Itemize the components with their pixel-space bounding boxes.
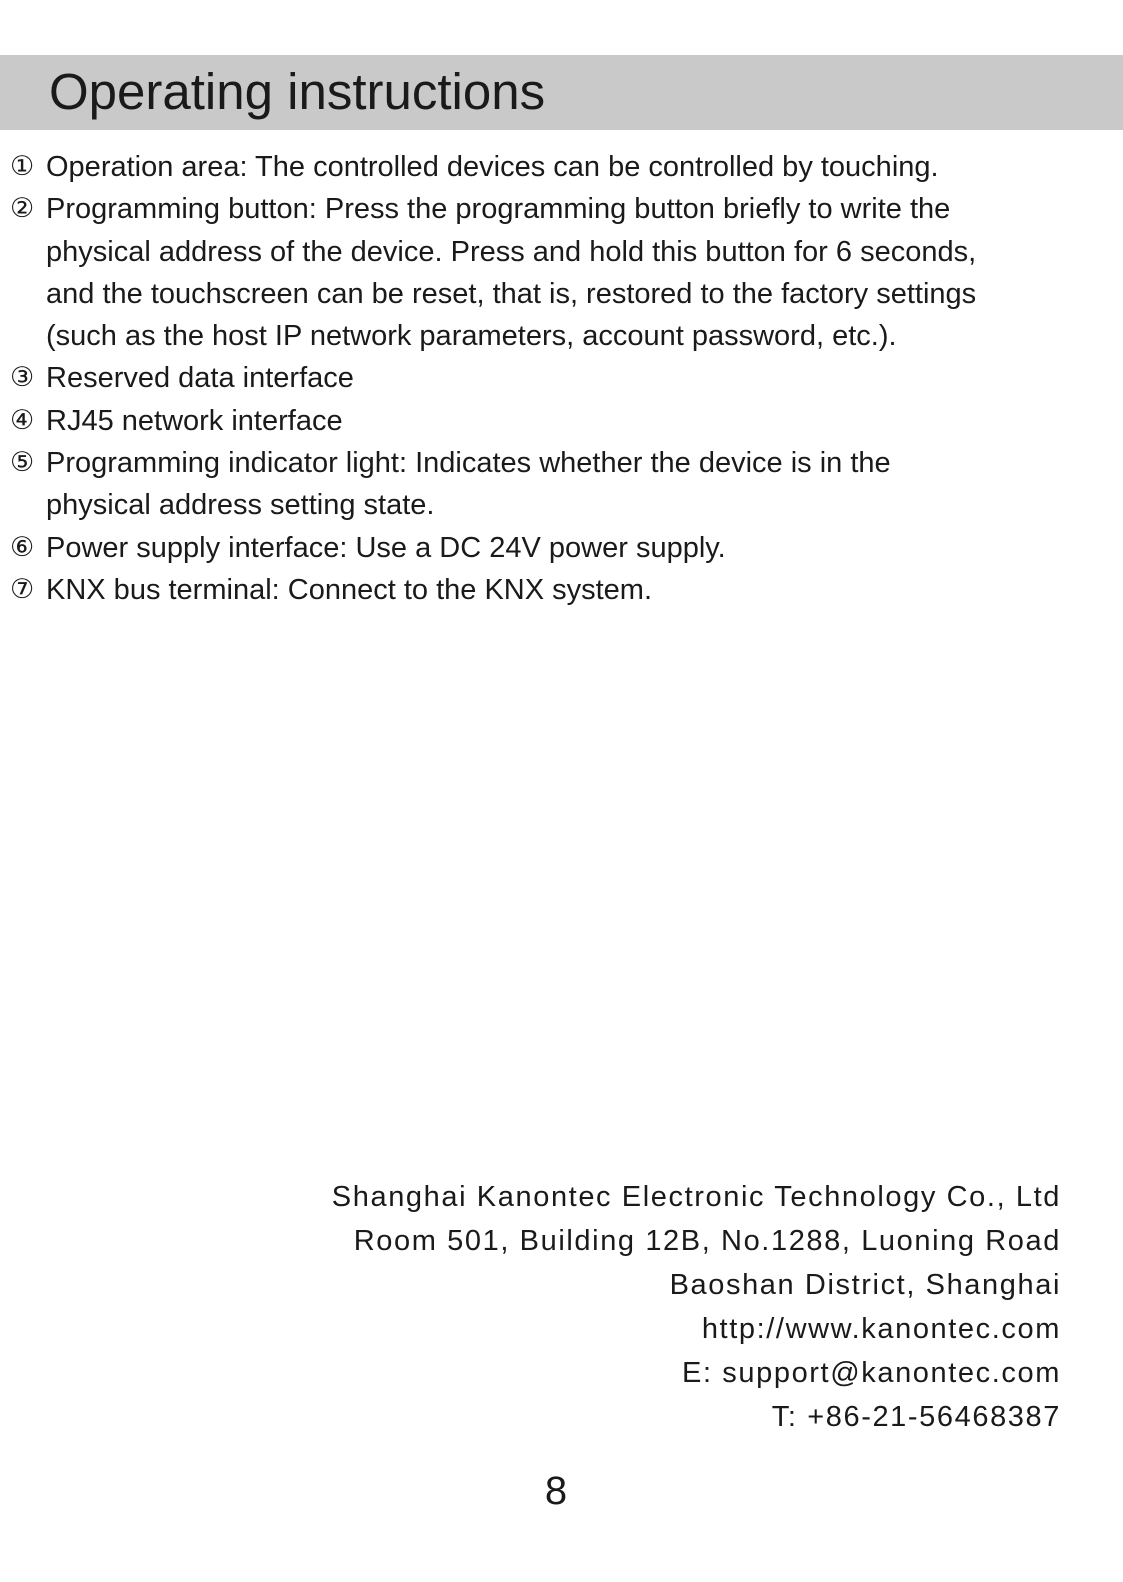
company-contact-block [332, 1175, 1061, 1439]
page-title: Operating instructions [49, 63, 546, 120]
item-number: ⑦ [10, 573, 35, 605]
instruction-item-6 [10, 527, 1110, 569]
company-address-line-2: Baoshan District, Shanghai [669, 1269, 1061, 1301]
instruction-text: and the touchscreen can be reset, that is, restored to the factory settings [46, 277, 977, 310]
instruction-text: physical address setting state. [46, 489, 435, 522]
instruction-item-2 [10, 188, 1110, 357]
instruction-item-3 [10, 357, 1110, 399]
item-number: ⑥ [10, 531, 35, 563]
item-number: ③ [10, 362, 35, 394]
instruction-item-1 [10, 146, 1110, 188]
company-address-line-1: Room 501, Building 12B, No.1288, Luoning Road [353, 1225, 1061, 1257]
instruction-text: Operation area: The controlled devices can be controlled by touching. [46, 151, 939, 183]
instruction-text: (such as the host IP network parameters, account password, etc.). [46, 320, 897, 353]
company-phone: T: +86-21-56468387 [771, 1401, 1061, 1433]
instructions-list [10, 146, 1110, 611]
instruction-text: Programming indicator light: Indicates whether the device is in the [46, 447, 891, 480]
instruction-text: Reserved data interface [46, 362, 354, 395]
instruction-text: RJ45 network interface [46, 404, 343, 437]
instruction-text: Power supply interface: Use a DC 24V power supply. [46, 531, 726, 564]
instruction-text: physical address of the device. Press and hold this button for 6 seconds, [46, 235, 977, 268]
item-number: ④ [10, 404, 35, 436]
item-number: ⑤ [10, 447, 35, 479]
instruction-text: KNX bus terminal: Connect to the KNX system. [46, 573, 653, 606]
page-number: 8 [544, 1469, 568, 1513]
company-name: Shanghai Kanontec Electronic Technology Co., Ltd [331, 1181, 1061, 1213]
item-number: ② [10, 193, 35, 225]
instruction-text: Programming button: Press the programming button briefly to write the [46, 193, 951, 226]
company-email: E: support@kanontec.com [682, 1357, 1061, 1389]
company-website: http://www.kanontec.com [701, 1313, 1061, 1345]
item-number: ① [10, 151, 35, 182]
instruction-item-4 [10, 400, 1110, 442]
instruction-item-7 [10, 569, 1110, 611]
instruction-item-5 [10, 442, 1110, 527]
